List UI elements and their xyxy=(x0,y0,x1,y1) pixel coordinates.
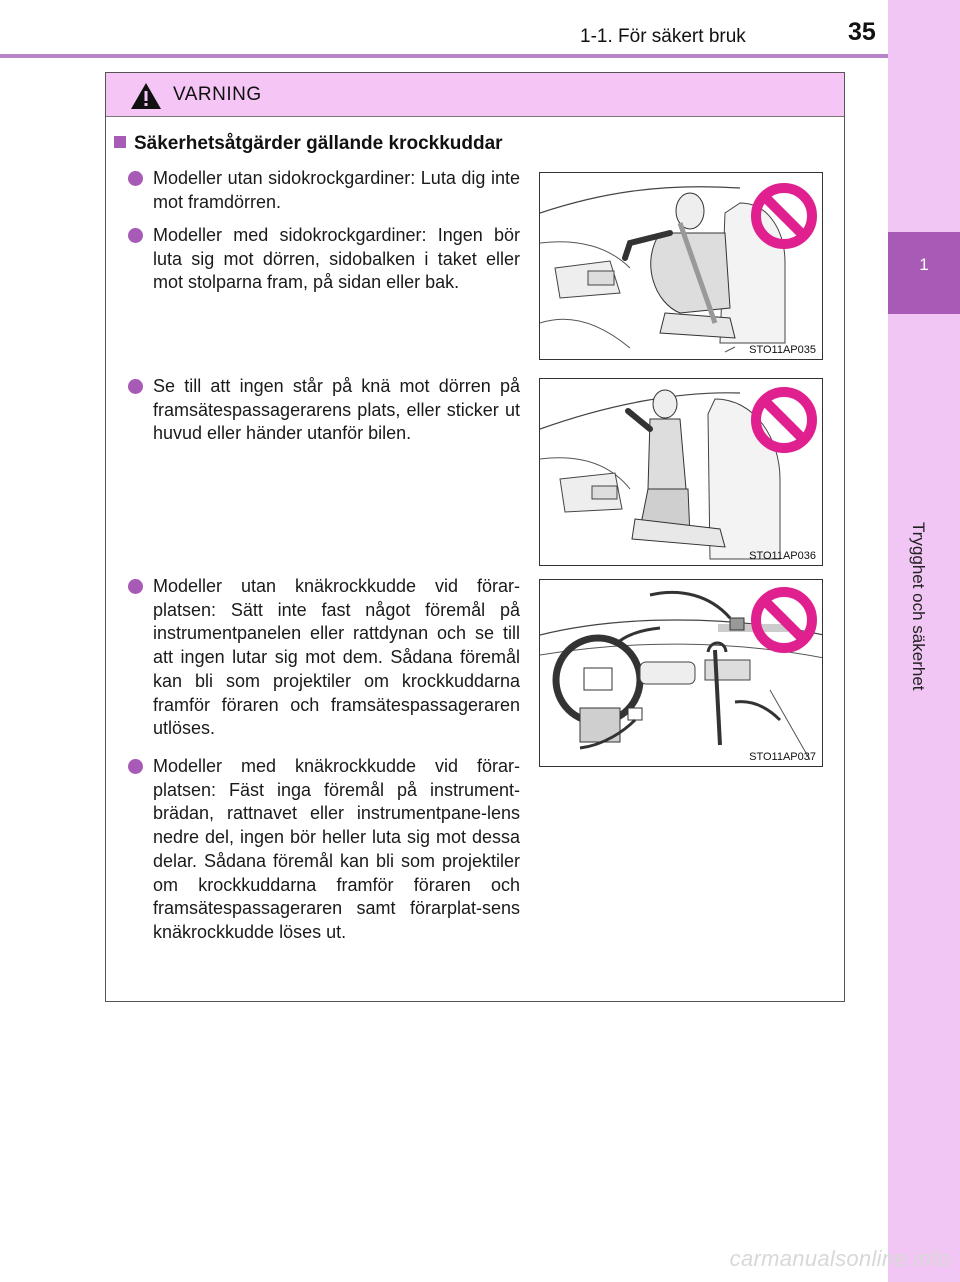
bullet-dot-icon xyxy=(128,171,143,186)
page-number: 35 xyxy=(848,18,876,46)
bullet-item: Modeller utan sidokrockgardiner: Luta dig inte mot framdörren. xyxy=(128,167,520,214)
warning-subheading xyxy=(114,133,503,155)
square-bullet-icon xyxy=(114,136,126,148)
bullet-dot-icon xyxy=(128,759,143,774)
warning-box xyxy=(105,72,845,1002)
bullet-dot-icon xyxy=(128,579,143,594)
illustration-code: STO11AP035 xyxy=(749,344,816,356)
header-rule xyxy=(0,54,888,58)
warning-header xyxy=(106,73,844,117)
illustration-kneeling-passenger xyxy=(539,378,823,566)
prohibition-icon xyxy=(750,386,818,454)
bullet-item: Se till att ingen står på knä mot dörren på framsätespassagerarens plats, eller sticker ut huvud eller händer utanför bilen. xyxy=(128,375,520,446)
prohibition-icon xyxy=(750,182,818,250)
warning-title: VARNING xyxy=(173,84,262,105)
illustration-code: STO11AP036 xyxy=(749,550,816,562)
illustration-code: STO11AP037 xyxy=(749,751,816,763)
bullet-dot-icon xyxy=(128,228,143,243)
illustration-leaning-door xyxy=(539,172,823,360)
watermark: carmanualsonline.info xyxy=(729,1246,950,1271)
prohibition-icon xyxy=(750,586,818,654)
illustration-dashboard-objects xyxy=(539,579,823,767)
bullet-item: Modeller utan knäkrockkudde vid förar-platsen: Sätt inte fast något föremål på instrumentpanelen eller rattdynan och se till att ingen lutar sig mot dem. Sådana föremål kan bli som projektiler om krockkuddarna framför föraren och framsätespassageraren utlöses. xyxy=(128,575,520,741)
chapter-number: 1 xyxy=(919,255,929,274)
section-title: 1-1. För säkert bruk xyxy=(580,26,746,47)
bullet-item: Modeller med sidokrockgardiner: Ingen bör luta sig mot dörren, sidobalken i taket eller mot stolparna fram, på sidan eller bak. xyxy=(128,224,520,295)
bullet-item: Modeller med knäkrockkudde vid förar-platsen: Fäst inga föremål på instrument-brädan, rattnavet eller instrumentpane-lens nedre del, ingen bör heller luta sig mot dessa delar. Sådana föremål kan bli som projektiler om krockkuddarna framför föraren och framsätespassageraren samt förarplat-sens knäkrockkudde löses ut. xyxy=(128,755,520,945)
warning-triangle-icon xyxy=(130,82,162,110)
subheading-text: Säkerhetsåtgärder gällande krockkuddar xyxy=(134,133,503,154)
bullet-dot-icon xyxy=(128,379,143,394)
chapter-title: Trygghet och säkerhet xyxy=(909,522,928,691)
